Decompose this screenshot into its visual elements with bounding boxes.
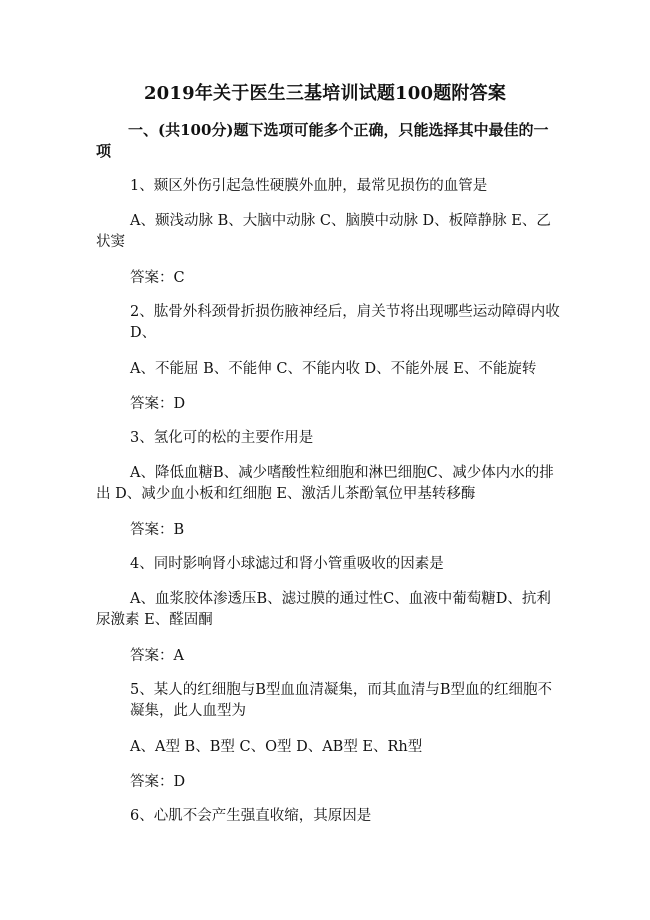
question-5-options: A、A型 B、B型 C、O型 D、AB型 E、Rh型 xyxy=(130,739,423,755)
question-1-answer: 答案：C xyxy=(130,270,185,286)
question-6-stem: 6、心肌不会产生强直收缩，其原因是 xyxy=(130,808,372,824)
question-2-stem: 2、肱骨外科颈骨折损伤腋神经后，肩关节将出现哪些运动障碍内收 D、 xyxy=(130,304,560,341)
question-2-options: A、不能屈 B、不能伸 C、不能内收 D、不能外展 E、不能旋转 xyxy=(130,361,537,377)
question-4-answer: 答案：A xyxy=(130,648,184,664)
question-4-stem: 4、同时影响肾小球滤过和肾小管重吸收的因素是 xyxy=(130,556,444,572)
question-5-answer: 答案：D xyxy=(130,774,186,790)
question-3-answer: 答案：B xyxy=(130,522,185,538)
question-3-stem: 3、氢化可的松的主要作用是 xyxy=(130,430,314,446)
document-title: 2019年关于医生三基培训试题100题附答案 xyxy=(143,83,507,104)
question-5-stem: 5、某人的红细胞与B型血血清凝集，而其血清与B型血的红细胞不凝集，此人血型为 xyxy=(130,682,553,719)
question-4-options: A、血浆胶体渗透压B、滤过膜的通过性C、血液中葡萄糖D、抗利尿激素 E、醛固酮 xyxy=(96,591,551,628)
question-1-options: A、颞浅动脉 B、大脑中动脉 C、脑膜中动脉 D、板障静脉 E、乙状窦 xyxy=(96,213,551,250)
question-3-options: A、降低血糖B、减少嗜酸性粒细胞和淋巴细胞C、减少体内水的排出 D、减少血小板和红细胞 E、激活儿茶酚氧位甲基转移酶 xyxy=(96,465,554,502)
question-1-stem: 1、颞区外伤引起急性硬膜外血肿，最常见损伤的血管是 xyxy=(130,178,488,194)
section-heading: 一、(共100分)题下选项可能多个正确，只能选择其中最佳的一项 xyxy=(96,121,549,160)
question-2-answer: 答案：D xyxy=(130,396,186,412)
